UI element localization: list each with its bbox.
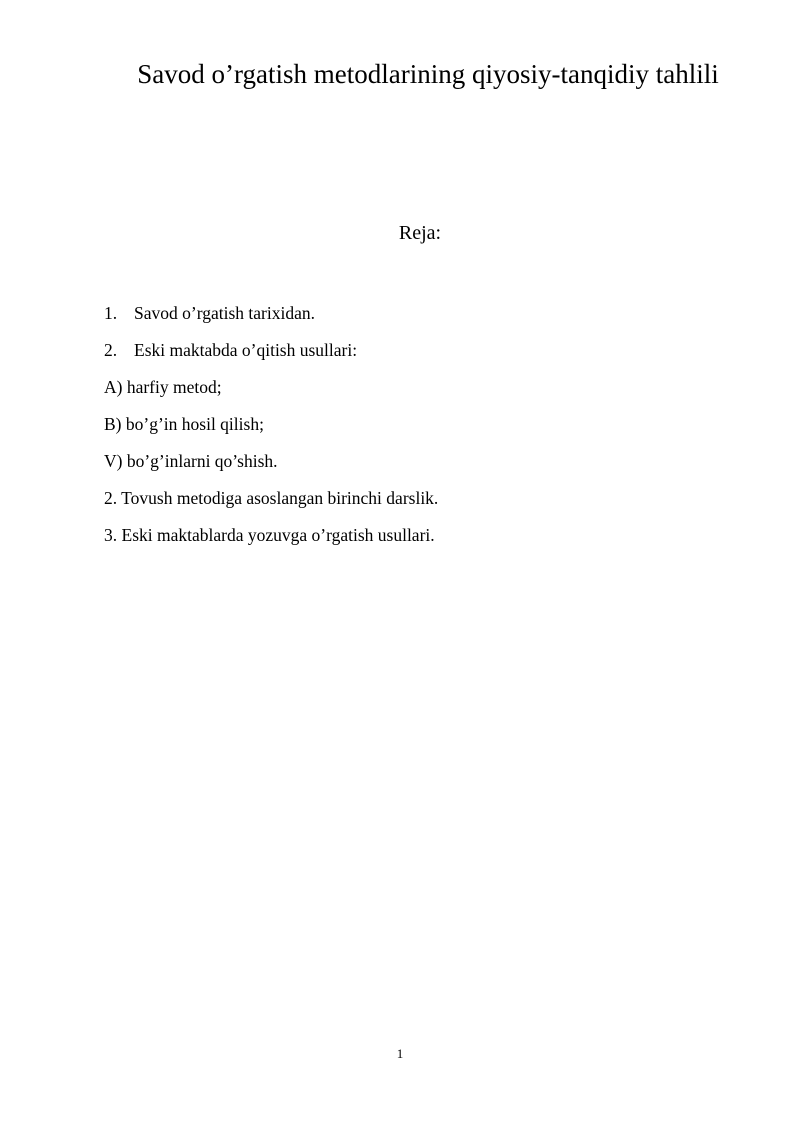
page-number: 1 <box>396 1046 404 1061</box>
plan-item <box>104 335 438 372</box>
plan-item <box>104 298 438 335</box>
plan-heading: Reja: <box>398 222 442 244</box>
plan-item <box>104 483 438 520</box>
plan-item-text: 2. Tovush metodiga asoslangan birinchi darslik. <box>104 488 439 508</box>
plan-item <box>104 520 438 557</box>
plan-subitem <box>104 372 438 409</box>
plan-subitem <box>104 446 438 483</box>
document-title: Savod o’rgatish metodlarining qiyosiy-tanqidiy tahlili <box>137 59 719 89</box>
plan-item-text: Savod o’rgatish tarixidan. <box>134 303 315 323</box>
plan-subitem <box>104 409 438 446</box>
plan-item-text: V) bo’g’inlarni qo’shish. <box>104 451 278 471</box>
plan-item-text: 3. Eski maktablarda yozuvga o’rgatish usullari. <box>104 525 435 545</box>
plan-item-number: 1. <box>104 303 118 323</box>
plan-list <box>104 298 438 557</box>
plan-item-text: Eski maktabda o’qitish usullari: <box>134 340 358 360</box>
plan-item-text: A) harfiy metod; <box>104 377 222 397</box>
plan-item-text: B) bo’g’in hosil qilish; <box>104 414 264 434</box>
plan-item-number: 2. <box>104 340 118 360</box>
